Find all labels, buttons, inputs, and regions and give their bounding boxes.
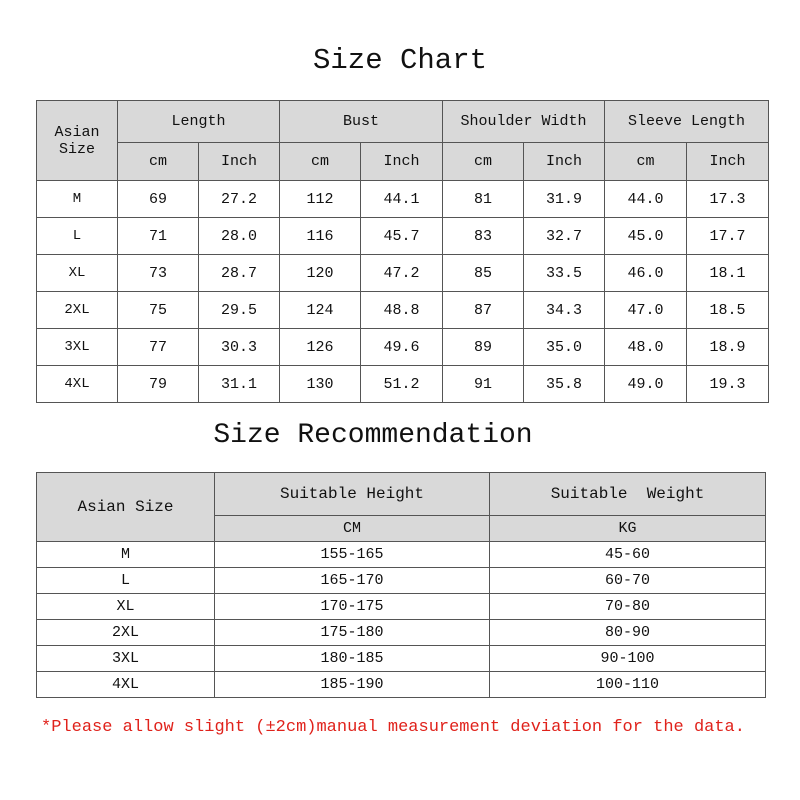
length-cm-cell: 71 — [118, 218, 199, 255]
weight-range-cell: 70-80 — [490, 594, 766, 620]
size-chart-row — [37, 329, 769, 366]
unit-header-inch: Inch — [199, 143, 280, 181]
size-cell: M — [37, 542, 215, 568]
recommendation-header-row — [37, 473, 766, 516]
group-header-length: Length — [118, 101, 280, 143]
bust-cm-cell: 130 — [280, 366, 361, 403]
size-chart-row — [37, 218, 769, 255]
height-range-cell: 185-190 — [215, 672, 490, 698]
shoulder-inch-cell: 35.0 — [524, 329, 605, 366]
unit-header-cm: cm — [605, 143, 687, 181]
group-header-bust: Bust — [280, 101, 443, 143]
sleeve-cm-cell: 45.0 — [605, 218, 687, 255]
size-cell: 3XL — [37, 646, 215, 672]
size-cell: XL — [37, 255, 118, 292]
size-cell: 4XL — [37, 672, 215, 698]
sleeve-cm-cell: 44.0 — [605, 181, 687, 218]
weight-range-cell: 60-70 — [490, 568, 766, 594]
length-inch-cell: 28.0 — [199, 218, 280, 255]
size-chart-table — [36, 100, 769, 403]
weight-range-cell: 90-100 — [490, 646, 766, 672]
group-header-sleeve-length: Sleeve Length — [605, 101, 769, 143]
unit-header-cm: cm — [118, 143, 199, 181]
sleeve-cm-cell: 48.0 — [605, 329, 687, 366]
measurement-note: *Please allow slight (±2cm)manual measurement deviation for the data. — [41, 718, 745, 737]
shoulder-cm-cell: 87 — [443, 292, 524, 329]
bust-inch-cell: 49.6 — [361, 329, 443, 366]
size-cell: L — [37, 218, 118, 255]
sleeve-inch-cell: 18.5 — [687, 292, 769, 329]
recommendation-corner-header: Asian Size — [37, 473, 215, 542]
bust-cm-cell: 124 — [280, 292, 361, 329]
weight-unit-header: KG — [490, 516, 766, 542]
sleeve-inch-cell: 17.3 — [687, 181, 769, 218]
sleeve-cm-cell: 47.0 — [605, 292, 687, 329]
length-inch-cell: 31.1 — [199, 366, 280, 403]
height-range-cell: 175-180 — [215, 620, 490, 646]
bust-cm-cell: 126 — [280, 329, 361, 366]
height-range-cell: 165-170 — [215, 568, 490, 594]
sleeve-inch-cell: 19.3 — [687, 366, 769, 403]
shoulder-cm-cell: 91 — [443, 366, 524, 403]
recommendation-row — [37, 594, 766, 620]
shoulder-cm-cell: 89 — [443, 329, 524, 366]
height-range-cell: 155-165 — [215, 542, 490, 568]
length-cm-cell: 77 — [118, 329, 199, 366]
bust-cm-cell: 112 — [280, 181, 361, 218]
sleeve-inch-cell: 18.1 — [687, 255, 769, 292]
sleeve-inch-cell: 17.7 — [687, 218, 769, 255]
unit-header-cm: cm — [280, 143, 361, 181]
size-cell: 4XL — [37, 366, 118, 403]
recommendation-row — [37, 620, 766, 646]
length-inch-cell: 29.5 — [199, 292, 280, 329]
height-range-cell: 180-185 — [215, 646, 490, 672]
length-cm-cell: 75 — [118, 292, 199, 329]
size-recommendation-table — [36, 472, 766, 698]
shoulder-inch-cell: 32.7 — [524, 218, 605, 255]
length-inch-cell: 30.3 — [199, 329, 280, 366]
size-chart-corner-header — [37, 101, 118, 181]
sleeve-inch-cell: 18.9 — [687, 329, 769, 366]
sleeve-cm-cell: 49.0 — [605, 366, 687, 403]
weight-range-cell: 45-60 — [490, 542, 766, 568]
corner-line-2: Size — [58, 140, 95, 158]
bust-inch-cell: 47.2 — [361, 255, 443, 292]
length-cm-cell: 69 — [118, 181, 199, 218]
shoulder-inch-cell: 31.9 — [524, 181, 605, 218]
sleeve-cm-cell: 46.0 — [605, 255, 687, 292]
size-chart-title: Size Chart — [312, 44, 488, 77]
shoulder-cm-cell: 81 — [443, 181, 524, 218]
size-cell: XL — [37, 594, 215, 620]
length-inch-cell: 28.7 — [199, 255, 280, 292]
unit-header-inch: Inch — [361, 143, 443, 181]
size-chart-row — [37, 181, 769, 218]
height-unit-header: CM — [215, 516, 490, 542]
size-chart-header-row — [37, 101, 769, 143]
size-cell: 3XL — [37, 329, 118, 366]
corner-line-1: Asian — [54, 123, 100, 141]
height-header: Suitable Height — [215, 473, 490, 516]
unit-header-inch: Inch — [687, 143, 769, 181]
size-chart-row — [37, 255, 769, 292]
size-chart-body — [37, 181, 769, 403]
recommendation-row — [37, 672, 766, 698]
bust-inch-cell: 48.8 — [361, 292, 443, 329]
height-range-cell: 170-175 — [215, 594, 490, 620]
weight-header: Suitable Weight — [490, 473, 766, 516]
size-chart-unit-row — [37, 143, 769, 181]
shoulder-inch-cell: 35.8 — [524, 366, 605, 403]
size-cell: L — [37, 568, 215, 594]
bust-inch-cell: 51.2 — [361, 366, 443, 403]
weight-range-cell: 100-110 — [490, 672, 766, 698]
size-cell: 2XL — [37, 620, 215, 646]
weight-range-cell: 80-90 — [490, 620, 766, 646]
length-cm-cell: 79 — [118, 366, 199, 403]
size-recommendation-title: Size Recommendation — [213, 420, 533, 451]
size-cell: M — [37, 181, 118, 218]
size-recommendation-body — [37, 542, 766, 698]
shoulder-inch-cell: 33.5 — [524, 255, 605, 292]
recommendation-row — [37, 542, 766, 568]
recommendation-row — [37, 568, 766, 594]
group-header-shoulder-width: Shoulder Width — [443, 101, 605, 143]
shoulder-cm-cell: 83 — [443, 218, 524, 255]
bust-cm-cell: 116 — [280, 218, 361, 255]
bust-inch-cell: 44.1 — [361, 181, 443, 218]
size-chart-row — [37, 366, 769, 403]
bust-cm-cell: 120 — [280, 255, 361, 292]
shoulder-cm-cell: 85 — [443, 255, 524, 292]
shoulder-inch-cell: 34.3 — [524, 292, 605, 329]
length-cm-cell: 73 — [118, 255, 199, 292]
recommendation-row — [37, 646, 766, 672]
unit-header-cm: cm — [443, 143, 524, 181]
size-cell: 2XL — [37, 292, 118, 329]
bust-inch-cell: 45.7 — [361, 218, 443, 255]
unit-header-inch: Inch — [524, 143, 605, 181]
size-chart-row — [37, 292, 769, 329]
length-inch-cell: 27.2 — [199, 181, 280, 218]
